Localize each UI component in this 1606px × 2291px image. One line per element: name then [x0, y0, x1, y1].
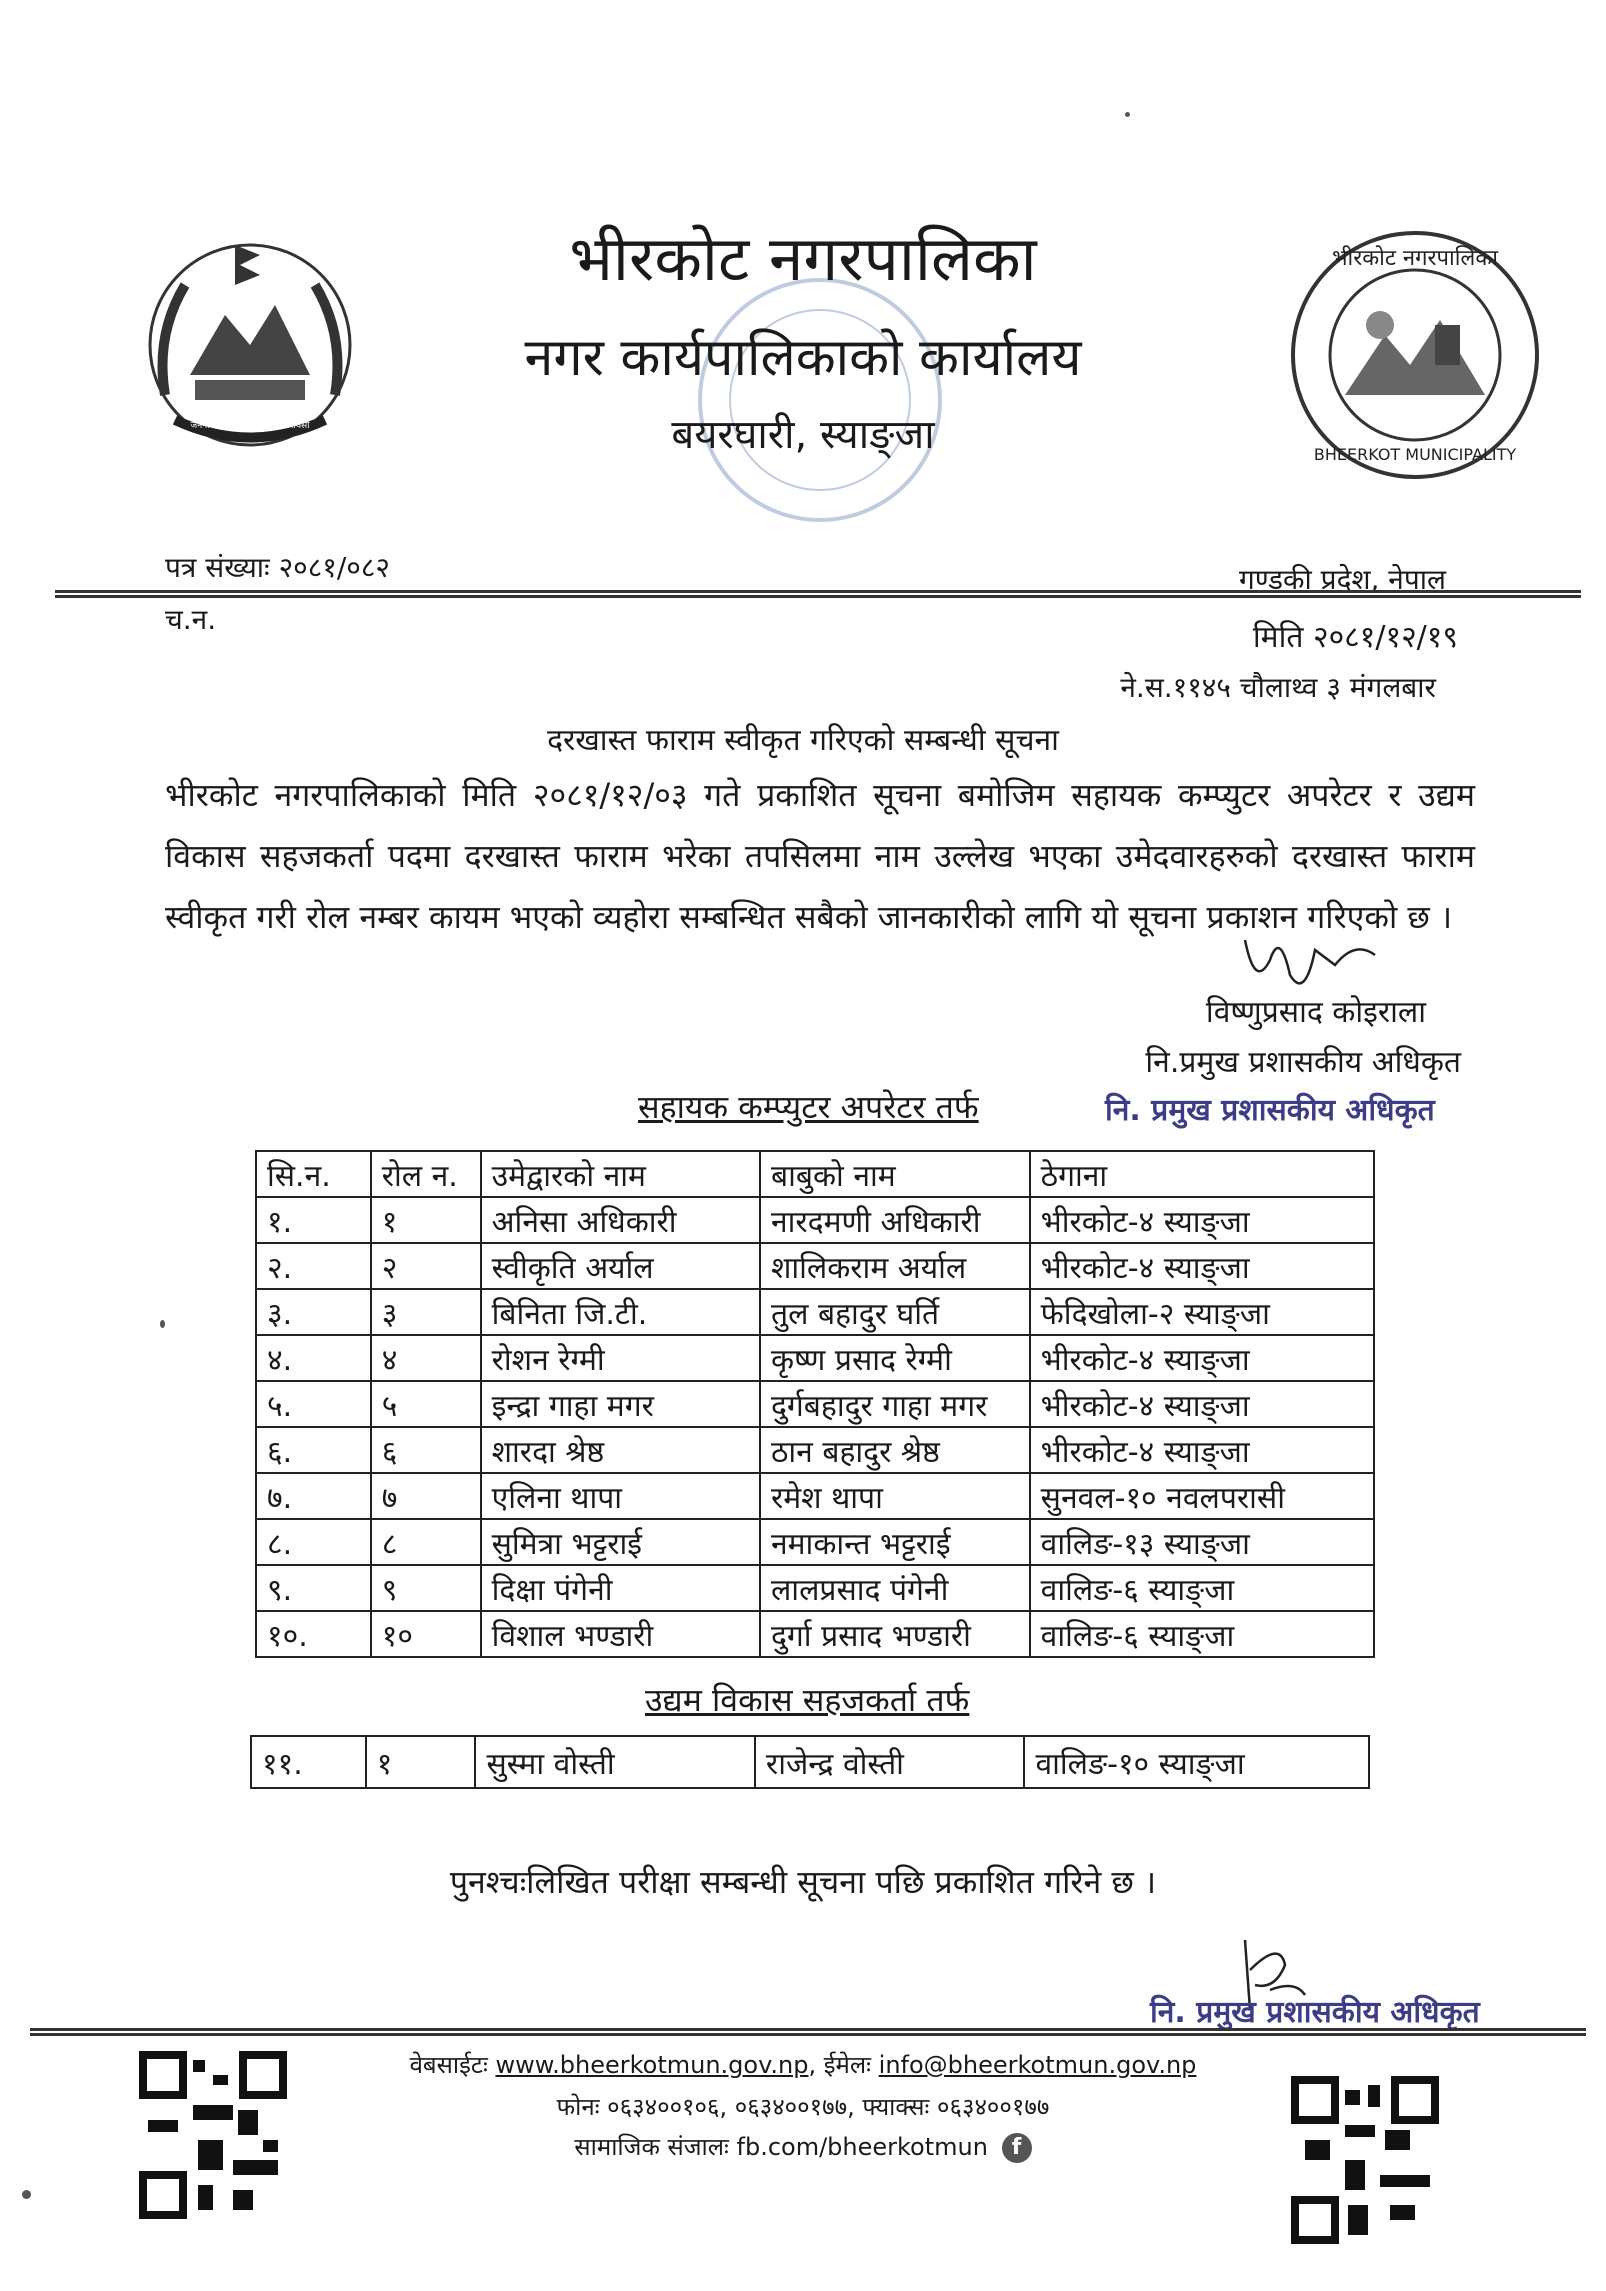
table-cell: ठान बहादुर श्रेष्ठ [760, 1427, 1030, 1473]
table-row [256, 1519, 1374, 1565]
table-cell: लालप्रसाद पंगेनी [760, 1565, 1030, 1611]
section-title-computer-operator: सहायक कम्प्युटर अपरेटर तर्फ [638, 1088, 979, 1126]
table-row [251, 1736, 1369, 1788]
scan-speck [160, 1320, 165, 1328]
scan-speck [22, 2190, 31, 2199]
logo-top-text: भीरकोट नगरपालिका [1332, 246, 1498, 271]
table-cell: भीरकोट-४ स्याङ्जा [1030, 1197, 1374, 1243]
table-cell: ९ [371, 1565, 481, 1611]
postscript-note: पुनश्चःलिखित परीक्षा सम्बन्धी सूचना पछि प्रकाशित गरिने छ । [449, 1863, 1157, 1901]
table-cell: स्वीकृति अर्याल [481, 1243, 760, 1289]
table-cell: ८ [371, 1519, 481, 1565]
official-stamp: नि. प्रमुख प्रशासकीय अधिकृत [1105, 1093, 1435, 1128]
header-divider [55, 590, 1581, 598]
column-header: उमेद्वारको नाम [481, 1151, 760, 1197]
nepal-sambat-date: ने.स.११४५ चौलाथ्व ३ मंगलबार [1120, 671, 1436, 704]
table-header-row [256, 1151, 1374, 1197]
table-cell: ४. [256, 1335, 371, 1381]
footer-web-email [0, 2048, 1606, 2081]
table-row [256, 1427, 1374, 1473]
table-cell: नमाकान्त भट्टराई [760, 1519, 1030, 1565]
website-link[interactable]: www.bheerkotmun.gov.np [495, 2051, 809, 2079]
table-row [256, 1565, 1374, 1611]
notice-title: दरखास्त फाराम स्वीकृत गरिएको सम्बन्धी सूचना [547, 723, 1059, 758]
table-cell: ३ [371, 1289, 481, 1335]
column-header: ठेगाना [1030, 1151, 1374, 1197]
table-cell: १०. [256, 1611, 371, 1657]
table-row [256, 1243, 1374, 1289]
notice-body: भीरकोट नगरपालिकाको मिति २०८१/१२/०३ गते प्रकाशित सूचना बमोजिम सहायक कम्प्युटर अपरेटर र उद्यम विकास सहजकर्ता पदमा दरखास्त फाराम भरेका तपसिलमा नाम उल्लेख भएका उमेदवारहरुको दरखास्त फाराम स्वीकृत गरी रोल नम्बर कायम भएको व्यहोरा सम्बन्धित सबैको जानकारीको लागि यो सूचना प्रकाशन गरिएको छ । [165, 776, 1475, 936]
table-cell: ८. [256, 1519, 371, 1565]
table-cell: कृष्ण प्रसाद रेग्मी [760, 1335, 1030, 1381]
section-title-enterprise-facilitator: उद्यम विकास सहजकर्ता तर्फ [645, 1681, 970, 1719]
column-header: रोल न. [371, 1151, 481, 1197]
table-row [256, 1289, 1374, 1335]
website-label: वेबसाईटः [409, 2051, 488, 2079]
table-cell: बिनिता जि.टी. [481, 1289, 760, 1335]
column-header: सि.न. [256, 1151, 371, 1197]
table-cell: अनिसा अधिकारी [481, 1197, 760, 1243]
table-cell: दुर्गबहादुर गाहा मगर [760, 1381, 1030, 1427]
table-row [256, 1335, 1374, 1381]
table-cell: ६. [256, 1427, 371, 1473]
table-cell: दिक्षा पंगेनी [481, 1565, 760, 1611]
facebook-icon[interactable]: f [1002, 2133, 1032, 2163]
table-cell: ५. [256, 1381, 371, 1427]
table-cell: भीरकोट-४ स्याङ्जा [1030, 1381, 1374, 1427]
applicants-table-enterprise-facilitator [250, 1735, 1370, 1789]
table-cell: वालिङ-१३ स्याङ्जा [1030, 1519, 1374, 1565]
organization-name: भीरकोट नगरपालिका [569, 222, 1037, 295]
signatory-name: विष्णुप्रसाद कोइराला [1205, 995, 1426, 1030]
table-row [256, 1381, 1374, 1427]
table-cell: सुमित्रा भट्टराई [481, 1519, 760, 1565]
table-cell: एलिना थापा [481, 1473, 760, 1519]
footer-social [0, 2130, 1606, 2163]
table-cell: १० [371, 1611, 481, 1657]
reference-number: पत्र संख्याः २०८१/०८२ [165, 551, 390, 584]
office-seal-stamp [690, 270, 950, 530]
dispatch-number: च.न. [165, 603, 217, 636]
social-label: सामाजिक संजालः [574, 2133, 729, 2161]
table-cell: रमेश थापा [760, 1473, 1030, 1519]
applicants-table-computer-operator [255, 1150, 1375, 1658]
table-cell: १ [371, 1197, 481, 1243]
table-row [256, 1473, 1374, 1519]
table-cell: शारदा श्रेष्ठ [481, 1427, 760, 1473]
table-cell: राजेन्द्र वोस्ती [755, 1736, 1025, 1788]
table-cell: १ [366, 1736, 476, 1788]
table-cell: सुस्मा वोस्ती [475, 1736, 754, 1788]
table-cell: ५ [371, 1381, 481, 1427]
scan-speck [1125, 112, 1130, 117]
table-cell: २ [371, 1243, 481, 1289]
table-cell: ३. [256, 1289, 371, 1335]
table-cell: रोशन रेग्मी [481, 1335, 760, 1381]
official-stamp-footer: नि. प्रमुख प्रशासकीय अधिकृत [1150, 1995, 1480, 2030]
table-cell: वालिङ-६ स्याङ्जा [1030, 1611, 1374, 1657]
table-cell: १. [256, 1197, 371, 1243]
table-row [256, 1197, 1374, 1243]
emblem-motto: जननी जन्मभूमिश्च स्वर्गादपि गरीयसी [190, 421, 310, 431]
table-cell: ११. [251, 1736, 366, 1788]
social-link[interactable]: fb.com/bheerkotmun [736, 2133, 988, 2161]
table-cell: २. [256, 1243, 371, 1289]
table-cell: इन्द्रा गाहा मगर [481, 1381, 760, 1427]
email-label: , ईमेलः [808, 2051, 872, 2079]
table-cell: विशाल भण्डारी [481, 1611, 760, 1657]
column-header: बाबुको नाम [760, 1151, 1030, 1197]
office-name: नगर कार्यपालिकाको कार्यालय [524, 328, 1082, 388]
logo-bottom-text: BHEERKOT MUNICIPALITY [1313, 445, 1517, 464]
footer-divider [30, 2028, 1586, 2036]
table-cell: ९. [256, 1565, 371, 1611]
province-label: गण्डकी प्रदेश, नेपाल [1238, 563, 1446, 596]
table-cell: तुल बहादुर घर्ति [760, 1289, 1030, 1335]
signatory-title: नि.प्रमुख प्रशासकीय अधिकृत [1145, 1045, 1461, 1080]
table-cell: ७. [256, 1473, 371, 1519]
table-cell: ४ [371, 1335, 481, 1381]
table-cell: ६ [371, 1427, 481, 1473]
table-cell: सुनवल-१० नवलपरासी [1030, 1473, 1374, 1519]
table-cell: दुर्गा प्रसाद भण्डारी [760, 1611, 1030, 1657]
email-link[interactable]: info@bheerkotmun.gov.np [878, 2051, 1197, 2079]
table-cell: ७ [371, 1473, 481, 1519]
table-cell: फेदिखोला-२ स्याङ्जा [1030, 1289, 1374, 1335]
table-cell: वालिङ-१० स्याङ्जा [1024, 1736, 1369, 1788]
organization-address: बयरघारी, स्याङ्जा [671, 412, 935, 458]
table-cell: वालिङ-६ स्याङ्जा [1030, 1565, 1374, 1611]
table-cell: शालिकराम अर्याल [760, 1243, 1030, 1289]
table-cell: भीरकोट-४ स्याङ्जा [1030, 1243, 1374, 1289]
table-row [256, 1611, 1374, 1657]
table-cell: नारदमणी अधिकारी [760, 1197, 1030, 1243]
issue-date: मिति २०८१/१२/१९ [1252, 620, 1458, 655]
footer-phone: फोनः ०६३४००१०६, ०६३४००१७७, फ्याक्सः ०६३४००१७७ [556, 2093, 1050, 2121]
table-cell: भीरकोट-४ स्याङ्जा [1030, 1335, 1374, 1381]
table-cell: भीरकोट-४ स्याङ्जा [1030, 1427, 1374, 1473]
